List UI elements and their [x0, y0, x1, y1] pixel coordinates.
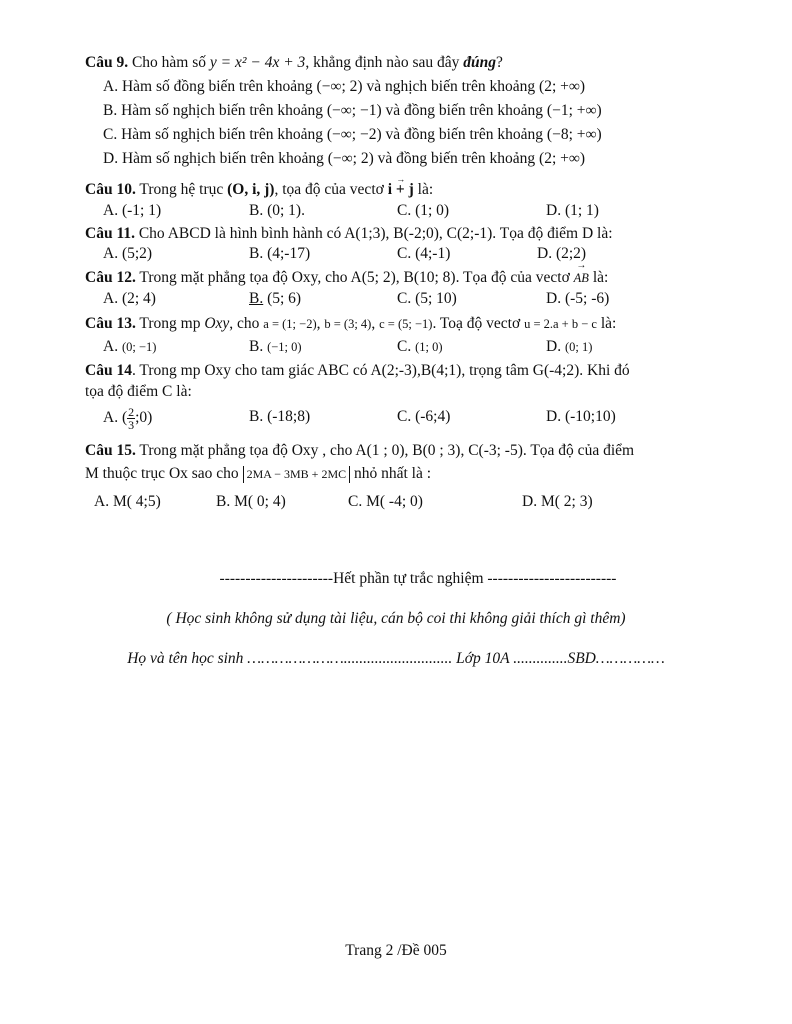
option-d: D. (0; 1) [546, 338, 593, 355]
option-b: B. (0; 1). [249, 202, 305, 219]
option-c: C. (5; 10) [397, 290, 457, 307]
option-a: A. (-1; 1) [103, 202, 162, 219]
question-15-line-2: M thuộc trục Ox sao cho 2MA − 3MB + 2MC nhỏ nhất là : [85, 465, 432, 482]
question-14: Câu 14. Trong mp Oxy cho tam giác ABC có A(2;-3),B(4;1), trọng tâm G(-4;2). Khi đó [85, 362, 630, 379]
fraction: $\frac{2}{3}$ [128, 405, 135, 432]
option-d: D. (-10;10) [546, 408, 616, 425]
option-d: D. M( 2; 3) [522, 493, 593, 510]
option-b: B. (5; 6) [249, 290, 302, 307]
vector-a: a = (1; −2) [263, 317, 317, 331]
option-b: B. (4;-17) [249, 245, 311, 262]
option-d: D. (1; 1) [546, 202, 599, 219]
option-a: A. (5;2) [103, 245, 153, 262]
question-14-line-2: tọa độ điểm C là: [85, 383, 192, 400]
option-b: B. M( 0; 4) [216, 493, 286, 510]
option-c: C. (-6;4) [397, 408, 451, 425]
vector-c: c = (5; −1) [379, 317, 433, 331]
exam-note: ( Học sinh không sử dụng tài liệu, cán bộ coi thi không giải thích gì thêm) [166, 610, 626, 627]
question-label: Câu 13. [85, 315, 136, 332]
question-label: Câu 14 [85, 362, 132, 379]
option-c: C. M( -4; 0) [348, 493, 423, 510]
option-a: A. (0; −1) [103, 338, 157, 355]
question-10: Câu 10. Trong hệ trục (O, i, j), tọa độ của vectơ → i + j là: [85, 179, 705, 201]
option-a: A. Hàm số đồng biến trên khoảng (−∞; 2) và nghịch biến trên khoảng (2; +∞) [103, 78, 586, 95]
vector-expression: 2MA − 3MB + 2MC [243, 466, 351, 483]
function-formula: y = x² − 4x + 3 [209, 54, 306, 71]
page-number: Trang 2 /Đề 005 [345, 942, 447, 959]
option-c: C. (1; 0) [397, 338, 443, 355]
option-d: D. (-5; -6) [546, 290, 610, 307]
option-d: D. (2;2) [537, 245, 587, 262]
vector-u: u = 2.a + b − c [524, 317, 597, 331]
option-a: A. ( $\frac{2}{3}$ ;0) [103, 405, 153, 432]
emphasis: đúng [463, 54, 497, 71]
vector-b: b = (3; 4) [324, 317, 372, 331]
option-a: A. (2; 4) [103, 290, 156, 307]
option-b: B. (−1; 0) [249, 338, 302, 355]
option-b: B. (-18;8) [249, 408, 311, 425]
coordinate-system: (O, i, j) [227, 181, 275, 198]
question-label: Câu 11. [85, 225, 135, 242]
student-info-line: Họ và tên học sinh …………………............................ Lớp 10A ..............SBD…………… [127, 650, 665, 667]
question-12: Câu 12. Trong mặt phẳng tọa độ Oxy, cho A(5; 2), B(10; 8). Tọa độ của vectơ → AB là: [85, 267, 705, 289]
question-13: Câu 13. Trong mp Oxy, cho a = (1; −2), b = (3; 4), c = (5; −1). Toạ độ vectơ u = 2.a + b − c là: [85, 315, 617, 332]
question-11: Câu 11. Cho ABCD là hình bình hành có A(1;3), B(-2;0), C(2;-1). Tọa độ điểm D là: [85, 225, 613, 242]
question-label: Câu 9. [85, 54, 129, 71]
question-label: Câu 10. [85, 181, 136, 198]
option-c: C. (1; 0) [397, 202, 450, 219]
vector-ab: → AB [574, 267, 589, 289]
end-of-section-line: ----------------------Hết phần tự trắc nghiệm ------------------------- [219, 570, 617, 587]
vector-sum: → i + j [388, 179, 414, 201]
option-a: A. M( 4;5) [94, 493, 161, 510]
question-15: Câu 15. Trong mặt phẳng tọa độ Oxy , cho A(1 ; 0), B(0 ; 3), C(-3; -5). Tọa độ của điểm [85, 442, 635, 459]
option-b: B. Hàm số nghịch biến trên khoảng (−∞; −1) và đồng biến trên khoảng (−1; +∞) [103, 102, 602, 119]
option-d: D. Hàm số nghịch biến trên khoảng (−∞; 2) và đồng biến trên khoảng (2; +∞) [103, 150, 586, 167]
option-c: C. Hàm số nghịch biến trên khoảng (−∞; −2) và đồng biến trên khoảng (−8; +∞) [103, 126, 602, 143]
question-9: Câu 9. Cho hàm số y = x² − 4x + 3, khẳng định nào sau đây đúng? [85, 54, 503, 71]
option-c: C. (4;-1) [397, 245, 451, 262]
question-label: Câu 12. [85, 269, 136, 286]
question-label: Câu 15. [85, 442, 136, 459]
